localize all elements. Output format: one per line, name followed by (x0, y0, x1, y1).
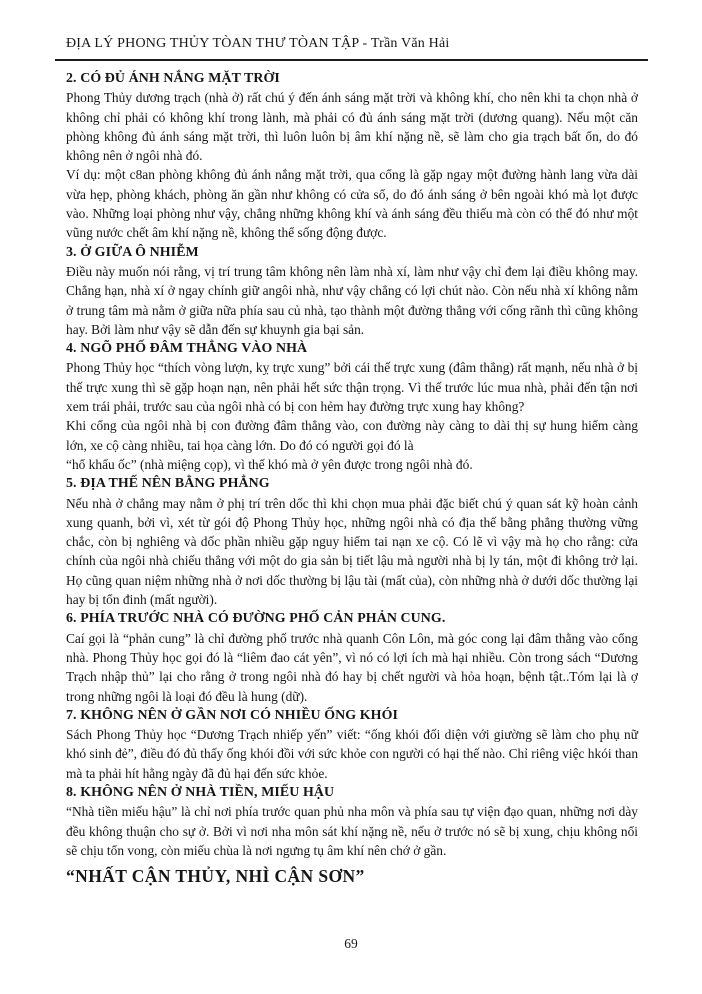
paragraph: Sách Phong Thủy học “Dương Trạch nhiếp yến” viết: “ống khói đối diện với giường sẽ làm cho phụ nữ khó sinh đẻ”, điều đó đủ thấy ống khói đồi với sức khỏe con người có hại thế nào. Chỉ riêng việc hkói than mà ta phải hít hằng ngày đã đủ hại đến sức khỏe. (66, 727, 639, 781)
paragraph: Ví dụ: một c8an phòng không đủ ánh nắng mặt trời, qua cổng là gặp ngay một đường hành lang vừa dài vừa hẹp, phòng khách, phòng ăn gần như không có cửa sổ, do đó ánh sáng ở bên ngoài khó mà lọt được vào. Những loại phòng như vậy, chẳng những không khí và ánh sáng đều thiếu mà còn có thể đó như một vũng nước chết âm khí nặng nề, không thể sống động được. (66, 167, 638, 241)
paragraph: Caí gọi là “phản cung” là chỉ đường phố trước nhà quanh Côn Lôn, mà góc cong lại đâm thằng vào cổng nhà. Phong Thủy học gọi đó là “liêm đao cát yên”, vì nó có lợi ích mà hại nhiều. Còn trong sách “Dương Trạch nhập thủ” lại cho rằng ở trong ngôi nhà đó hay bị chết người và hỏa hoạn, bệnh tật..Tóm lại là ợ trong những ngôi là loại đó đều là hung (dữ). (66, 630, 638, 704)
paragraph: Điều này muốn nói rằng, vị trí trung tâm không nên làm nhà xí, làm như vậy chỉ đem lại điều không may. Chẳng hạn, nhà xí ở ngay chính giữ angôi nhà, như vậy chẳng có lợi chút nào. Còn nếu nhà xí không nằm ở trung tâm mà nằm ở giữa nữa phía sau củ nhà, tạo thành một đường thẳng với cống rãnh thì cũng không hay. Bởi làm như vậy sẽ dẫn đến sự khuynh gia bại sản. (66, 263, 638, 337)
closing-heading: “NHẤT CẬN THỦY, NHÌ CẬN SƠN” (66, 866, 365, 887)
section-heading: 2. CÓ ĐỦ ÁNH NẮNG MẶT TRỜI (66, 71, 280, 86)
section-heading: 4. NGÕ PHỐ ĐÂM THẲNG VÀO NHÀ (66, 341, 308, 357)
section-heading: 5. ĐỊA THẾ NÊN BẰNG PHẲNG (66, 476, 270, 492)
document-content (66, 69, 638, 888)
document-sections (66, 69, 638, 860)
paragraph: “hổ khẩu ốc” (nhà miệng cọp), vì thế khó mà ở yên được trong ngôi nhà đó. (66, 456, 473, 472)
page-header-title: ĐỊA LÝ PHONG THỦY TÒAN THƯ TÒAN TẬP - Trần Văn Hải (66, 36, 450, 51)
header-divider (55, 59, 648, 61)
section-heading: 3. Ở GIỮA Ô NHIỄM (66, 244, 199, 260)
paragraph: “Nhà tiền miếu hậu” là chỉ nơi phía trước quan phủ nha môn và phía sau tự viện đạo quan, những nơi dày đều không thuận cho sự ở. Bởi vì nơi nha môn sát khí nặng nề, nếu ở trước nó sẽ bị xung, chịu không nổi sẽ chịu tổn vong, còn miếu chùa là nơi ngưng tụ âm khí nên chớ ở gần. (66, 804, 638, 858)
paragraph: Phong Thủy học “thích vòng lượn, kỵ trực xung” bởi cái thế trực xung (đâm thẳng) rất mạnh, nếu nhà ở bị thế trực xung thì sẽ gặp hoạn nạn, nên phải hết sức thận trọng. Vì thế trước lúc mua nhà, phải đến tận nơi xem trái phải, trước sau của ngôi nhà có bị con hẻm hay đường trực xung hay không? (66, 360, 638, 415)
page-number: 69 (344, 936, 358, 951)
paragraph: Nếu nhà ở chẳng may nằm ở phị trí trên dốc thì khi chọn mua phải đặc biết chú ý quan sát kỹ hoàn cảnh xung quanh, bởi vì, xét từ gói độ Phong Thủy học, những ngôi nhà có địa thế bằng phẳng thường vững chắc, còn bị nghiêng và dốc phần nhiều gặp nguy hiểm tai nạn xe cộ. Có lẽ vì vậy mà họ cho rằng: cửa chính của ngôi nhà chiếu thẳng với một do gia sản bị tiết lậu mà người nhà bị ly tán, một đi không trở lại. Họ cũng quan niệm những nhà ở nơi dốc thường bị lậu tài (mất của), còn những nhà ở dưới dốc thường lại hay bị tổn đinh (mất người). (66, 495, 638, 608)
section-heading: 7. KHÔNG NÊN Ở GẦN NƠI CÓ NHIỀU ỐNG KHÓI (66, 707, 398, 723)
section-heading: 8. KHÔNG NÊN Ở NHÀ TIỀN, MIẾU HẬU (66, 784, 335, 800)
paragraph: Khi cổng của ngôi nhà bị con đường đâm thẳng vào, con đường này càng to dài thị sự hung hiểm càng lớn, xe cộ càng nhiều, tai họa càng lớn. Do đó có người gọi đó là (66, 418, 638, 453)
paragraph: Phong Thủy dương trạch (nhà ở) rất chú ý đến ánh sáng mặt trời và không khí, cho nên khi ta chọn nhà ở không chỉ phải có không khí trong lành, mà phải có đủ ánh sáng mặt trời (dương quang). Nếu một căn phòng không đủ ánh sáng mặt trời, thì luôn luôn bị âm khí nặng nề, sẽ làm cho gia trạch bất ổn, do đó không nên ở ngôi nhà đó. (66, 90, 638, 164)
section-heading: 6. PHÍA TRƯỚC NHÀ CÓ ĐƯỜNG PHỐ CẢN PHẢN CUNG. (66, 611, 446, 627)
